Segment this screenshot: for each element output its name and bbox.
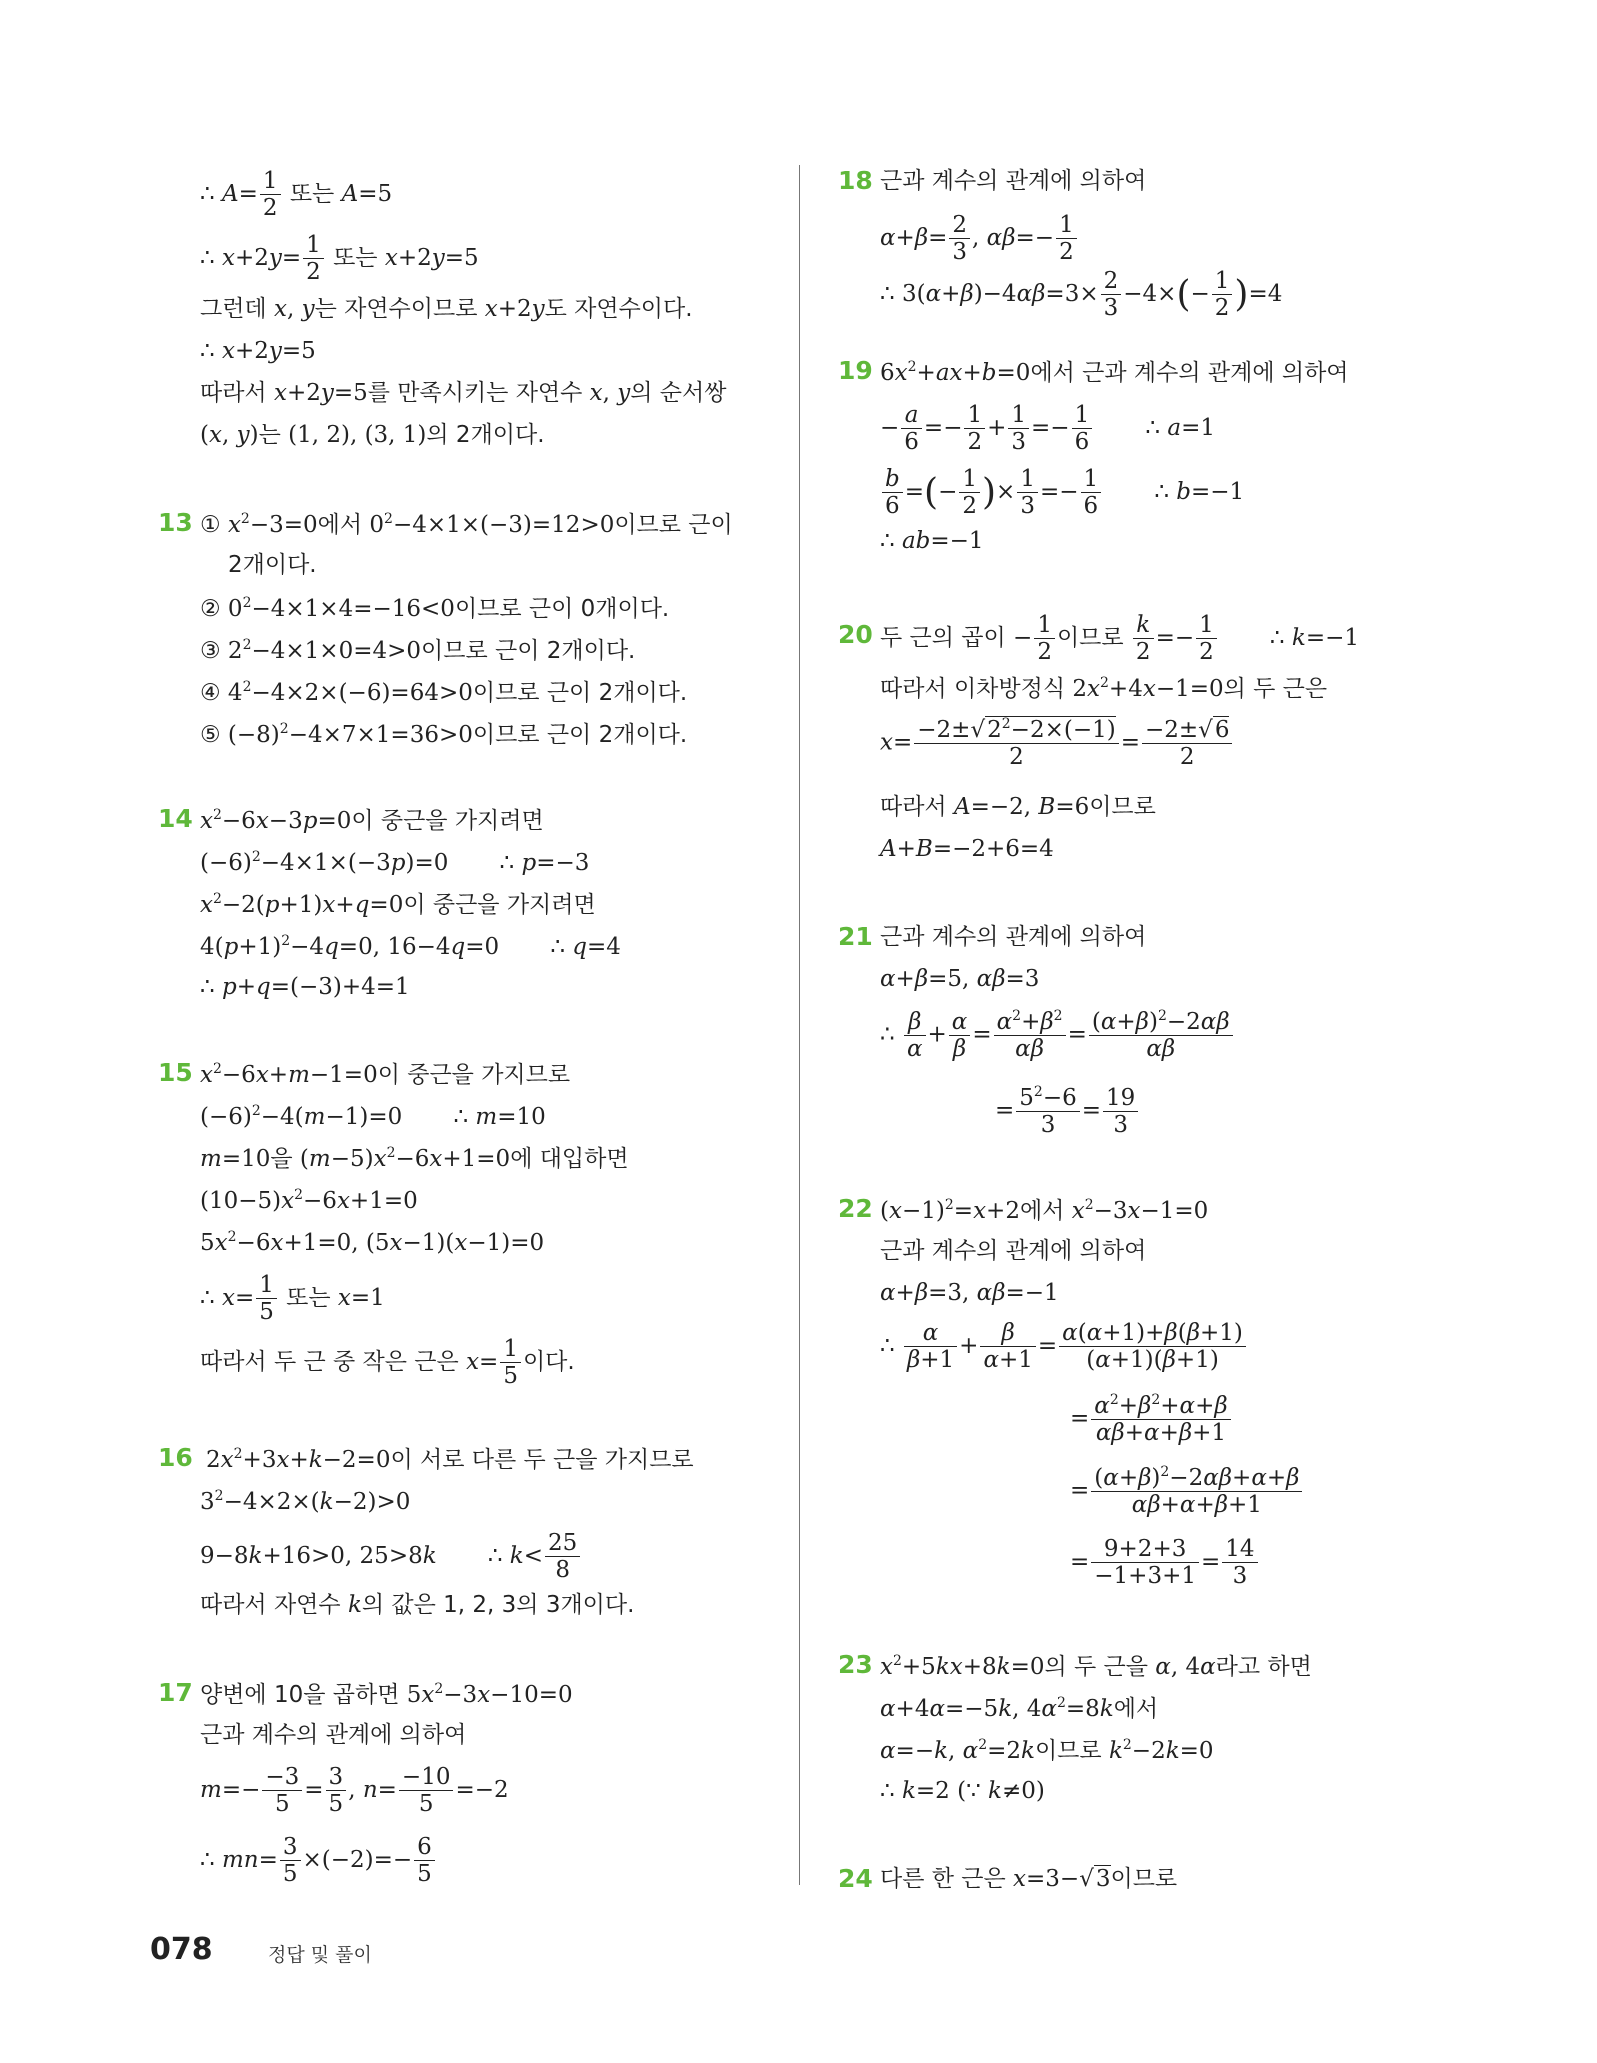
solution-line: ∴ $\frac{\alpha}{\beta+1}$ + $\frac{\beta}{\alpha+1}$ = $\frac{\alpha(\alpha+1)+\beta(\beta+1)}{(\alpha+1)(\beta+1)}$ <box>880 1320 1248 1374</box>
problem-number-21: 21 <box>838 922 873 951</box>
column-divider <box>799 165 800 1885</box>
solution-line: = $\frac{5^2-6}{3}$ = $\frac{19}{3}$ <box>995 1084 1140 1139</box>
fraction: $\frac{\alpha^2+\beta^2}{\alpha\beta}$ <box>994 1008 1066 1063</box>
problem-number-16: 16 <box>158 1443 193 1472</box>
page-number: 078 <box>150 1932 213 1967</box>
solution-line: ∴ $\frac{\beta}{\alpha}$ + $\frac{\alpha}{\beta}$ = $\frac{\alpha^2+\beta^2}{\alpha\beta}$ = $\frac{(\alpha+\beta)^2-2\alpha\beta}{\alpha\beta}$ <box>880 1008 1235 1063</box>
fraction: $\frac{6}{5}$ <box>414 1834 435 1888</box>
solution-line: 따라서 두 근 중 작은 근은 x= $\frac{1}{5}$ 이다. <box>200 1336 575 1390</box>
solution-line: ∴ x+2y= $\frac{1}{2}$ 또는 x+2y=5 <box>200 232 479 286</box>
solution-line: $x^2-6x+m-1=0$이 중근을 가지므로 <box>200 1061 571 1088</box>
problem-number-22: 22 <box>838 1194 873 1223</box>
solution-line: 2개이다. <box>228 552 317 578</box>
problem-number-23: 23 <box>838 1650 873 1679</box>
fraction: $\frac{19}{3}$ <box>1103 1085 1138 1139</box>
fraction: $\frac{1}{2}$ <box>964 402 985 456</box>
fraction: $\frac{\beta}{\alpha+1}$ <box>980 1320 1035 1374</box>
solution-line: $(x-1)^2=x+2$에서 $x^2-3x-1=0$ <box>880 1197 1209 1224</box>
solution-line: ∴ ab=−1 <box>880 528 984 554</box>
fraction: $\frac{1}{6}$ <box>1081 466 1102 520</box>
solution-line: − $\frac{a}{6}$ =− $\frac{1}{2}$ + $\frac{1}{3}$ =− $\frac{1}{6}$ ∴ a=1 <box>880 402 1215 456</box>
solution-line: ① $x^2-3=0$에서 $0^2-4\times 1\times(-3)=12>0$이므로 근이 <box>200 511 733 538</box>
solution-line: $(-6)^2-4\times 1\times(-3p)=0$ ∴ p=−3 <box>200 849 590 876</box>
fraction: $\frac{9+2+3}{-1+3+1}$ <box>1091 1536 1199 1590</box>
solution-line: α+β= $\frac{2}{3}$ , αβ=− $\frac{1}{2}$ <box>880 212 1079 266</box>
solution-line: $5x^2-6x+1=0$, (5x−1)(x−1)=0 <box>200 1229 545 1256</box>
solution-line: $6x^2+ax+b=0$에서 근과 계수의 관계에 의하여 <box>880 359 1349 386</box>
fraction: $\frac{k}{2}$ <box>1133 612 1154 666</box>
fraction: $\frac{1}{5}$ <box>256 1272 277 1326</box>
solution-line: 근과 계수의 관계에 의하여 <box>200 1722 467 1748</box>
solution-line: ⑤ $(-8)^2-4\times 7\times 1=36>0$이므로 근이 2개이다. <box>200 721 688 748</box>
problem-number-17: 17 <box>158 1678 193 1707</box>
solution-line: 근과 계수의 관계에 의하여 <box>880 924 1147 950</box>
solution-line: ② $0^2-4\times 1\times 4=-16<0$이므로 근이 0개이다. <box>200 595 670 622</box>
solution-line: α+β=5, αβ=3 <box>880 966 1040 992</box>
fraction: $\frac{1}{3}$ <box>1008 402 1029 456</box>
solution-line: 근과 계수의 관계에 의하여 <box>880 168 1147 194</box>
problem-number-18: 18 <box>838 166 873 195</box>
problem-number-24: 24 <box>838 1864 873 1893</box>
solution-line: $\frac{b}{6}$ =(− $\frac{1}{2}$ )× $\frac{1}{3}$ =− $\frac{1}{6}$ ∴ b=−1 <box>880 466 1244 520</box>
solution-line: ∴ mn= $\frac{3}{5}$ ×(−2)=− $\frac{6}{5}$ <box>200 1834 437 1888</box>
solution-line: $x^2-2(p+1)x+q=0$이 중근을 가지려면 <box>200 891 596 918</box>
fraction: $\frac{(\alpha+\beta)^2-2\alpha\beta}{\alpha\beta}$ <box>1089 1008 1233 1063</box>
problem-number-20: 20 <box>838 620 873 649</box>
fraction: $\frac{a}{6}$ <box>901 402 922 456</box>
problem-number-13: 13 <box>158 508 193 537</box>
fraction: $\frac{1}{2}$ <box>959 466 980 520</box>
fraction: $\frac{1}{6}$ <box>1072 402 1093 456</box>
solution-line: m=10을 $(m-5)x^2-6x+1=0$에 대입하면 <box>200 1145 629 1172</box>
solution-line: ③ $2^2-4\times 1\times 0=4>0$이므로 근이 2개이다. <box>200 637 636 664</box>
fraction: $\frac{1}{2}$ <box>1034 612 1055 666</box>
solution-line: ∴ x= $\frac{1}{5}$ 또는 x=1 <box>200 1272 385 1326</box>
solution-line: ∴ A= $\frac{1}{2}$ 또는 A=5 <box>200 168 393 222</box>
solution-line: $x^2+5kx+8k=0$의 두 근을 α, 4α라고 하면 <box>880 1653 1312 1680</box>
solution-line: = $\frac{(\alpha+\beta)^2-2\alpha\beta+\alpha+\beta}{\alpha\beta+\alpha+\beta+1}$ <box>1070 1464 1304 1519</box>
fraction: $\frac{1}{2}$ <box>1196 612 1217 666</box>
solution-line: $(10-5)x^2-6x+1=0$ <box>200 1187 418 1214</box>
fraction: $\frac{-2\pm√2^2-2\times(-1)}{2}$ <box>914 716 1118 771</box>
solution-line: $2x^2+3x+k-2=0$이 서로 다른 두 근을 가지므로 <box>206 1446 694 1473</box>
solution-line: $3^2-4\times 2\times(k-2)>0$ <box>200 1488 411 1515</box>
fraction: $\frac{-10}{5}$ <box>399 1764 454 1818</box>
solution-line: $(-6)^2-4(m-1)=0$ ∴ m=10 <box>200 1103 546 1130</box>
solution-line: 따라서 A=−2, B=6이므로 <box>880 794 1156 820</box>
solution-line: 9−8k+16>0, 25>8k ∴ k< $\frac{25}{8}$ <box>200 1530 582 1584</box>
fraction: $\frac{3}{5}$ <box>280 1834 301 1888</box>
solution-line: = $\frac{9+2+3}{-1+3+1}$ = $\frac{14}{3}$ <box>1070 1536 1260 1590</box>
fraction: $\frac{(\alpha+\beta)^2-2\alpha\beta+\alpha+\beta}{\alpha\beta+\alpha+\beta+1}$ <box>1091 1464 1302 1519</box>
solution-line: 따라서 이차방정식 $2x^2+4x-1=0$의 두 근은 <box>880 675 1328 702</box>
fraction: $\frac{1}{3}$ <box>1017 466 1038 520</box>
problem-number-19: 19 <box>838 356 873 385</box>
solution-line: $4(p+1)^2-4q=0$, 16−4q=0 ∴ q=4 <box>200 933 621 960</box>
fraction: $\frac{25}{8}$ <box>545 1530 580 1584</box>
fraction: $\frac{-3}{5}$ <box>262 1764 302 1818</box>
fraction: $\frac{\alpha(\alpha+1)+\beta(\beta+1)}{(\alpha+1)(\beta+1)}$ <box>1059 1320 1246 1374</box>
solution-line: 다른 한 근은 x=3−√3이므로 <box>880 1866 1178 1892</box>
fraction: $\frac{b}{6}$ <box>882 466 903 520</box>
solution-line: ∴ k=2 (∵ k≠0) <box>880 1778 1045 1804</box>
solution-line: = $\frac{\alpha^2+\beta^2+\alpha+\beta}{\alpha\beta+\alpha+\beta+1}$ <box>1070 1392 1233 1447</box>
solution-line: α=−k, $\alpha^2=2k$이므로 $k^2-2k=0$ <box>880 1737 1214 1764</box>
fraction: $\frac{1}{2}$ <box>303 232 324 286</box>
fraction: $\frac{1}{2}$ <box>1212 268 1233 322</box>
solution-line: m=− $\frac{-3}{5}$ = $\frac{3}{5}$ , n= $\frac{-10}{5}$ =−2 <box>200 1764 509 1818</box>
solution-line: α+4α=−5k, $4\alpha^2=8k$에서 <box>880 1695 1159 1722</box>
solution-line: ④ $4^2-4\times 2\times(-6)=64>0$이므로 근이 2개이다. <box>200 679 688 706</box>
page-label: 정답 및 풀이 <box>268 1944 372 1966</box>
solution-line: 그런데 x, y는 자연수이므로 x+2y도 자연수이다. <box>200 296 693 322</box>
fraction: $\frac{1}{5}$ <box>500 1336 521 1390</box>
solution-line: x= $\frac{-2\pm√2^2-2\times(-1)}{2}$ = $\frac{-2\pm√6}{2}$ <box>880 716 1234 771</box>
fraction: $\frac{3}{5}$ <box>326 1764 347 1818</box>
solution-line: ∴ x+2y=5 <box>200 338 316 364</box>
fraction: $\frac{-2\pm√6}{2}$ <box>1142 717 1232 771</box>
fraction: $\frac{\beta}{\alpha}$ <box>904 1009 926 1063</box>
fraction: $\frac{5^2-6}{3}$ <box>1016 1084 1079 1139</box>
fraction: $\frac{\alpha^2+\beta^2+\alpha+\beta}{\alpha\beta+\alpha+\beta+1}$ <box>1091 1392 1230 1447</box>
solution-line: $x^2-6x-3p=0$이 중근을 가지려면 <box>200 807 544 834</box>
solution-line: 양변에 10을 곱하면 $5x^2-3x-10=0$ <box>200 1681 573 1708</box>
fraction: $\frac{\alpha}{\beta}$ <box>949 1009 971 1063</box>
fraction: $\frac{1}{2}$ <box>1056 212 1077 266</box>
solution-line: α+β=3, αβ=−1 <box>880 1280 1059 1306</box>
solution-line: A+B=−2+6=4 <box>880 836 1054 862</box>
problem-number-14: 14 <box>158 804 193 833</box>
solution-line: 따라서 자연수 k의 값은 1, 2, 3의 3개이다. <box>200 1592 635 1618</box>
fraction: $\frac{1}{2}$ <box>260 168 281 222</box>
solution-line: 따라서 x+2y=5를 만족시키는 자연수 x, y의 순서쌍 <box>200 380 727 406</box>
fraction: $\frac{\alpha}{\beta+1}$ <box>904 1320 957 1374</box>
solution-line: (x, y)는 (1, 2), (3, 1)의 2개이다. <box>200 422 545 448</box>
solution-line: ∴ 3(α+β)−4αβ=3× $\frac{2}{3}$ −4×(− $\frac{1}{2}$ )=4 <box>880 268 1283 322</box>
fraction: $\frac{2}{3}$ <box>949 212 970 266</box>
problem-number-15: 15 <box>158 1058 193 1087</box>
solution-line: 두 근의 곱이 − $\frac{1}{2}$ 이므로 $\frac{k}{2}$ =− $\frac{1}{2}$ ∴ k=−1 <box>880 612 1359 666</box>
fraction: $\frac{2}{3}$ <box>1101 268 1122 322</box>
solution-line: 근과 계수의 관계에 의하여 <box>880 1238 1147 1264</box>
solution-line: ∴ p+q=(−3)+4=1 <box>200 974 410 1000</box>
fraction: $\frac{14}{3}$ <box>1222 1536 1257 1590</box>
